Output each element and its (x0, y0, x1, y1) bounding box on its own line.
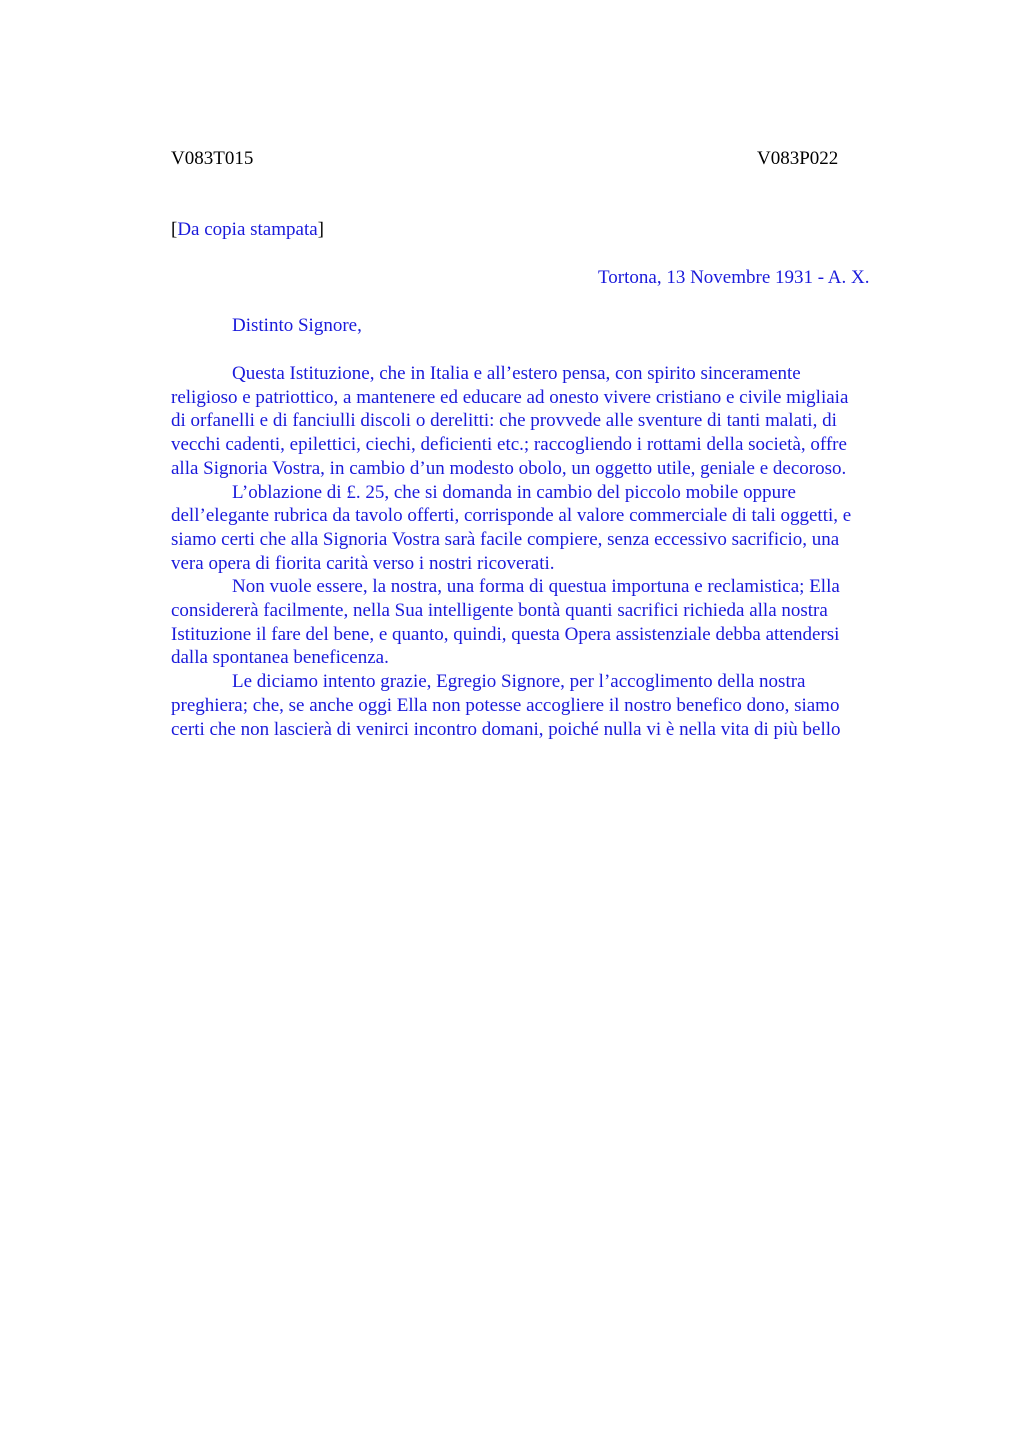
paragraph-line: religioso e patriottico, a mantenere ed educare ad onesto vivere cristiano e civile migliaia (171, 386, 849, 408)
paragraph-line: dalla spontanea beneficenza. (171, 647, 389, 669)
paragraph-line: Le diciamo intento grazie, Egregio Signore, per l’accoglimento della nostra (232, 671, 806, 693)
paragraph-line: certi che non lascierà di venirci incontro domani, poiché nulla vi è nella vita di più bello (171, 718, 841, 740)
source-note-close-bracket: ] (317, 219, 324, 240)
letter-salutation: Distinto Signore, (232, 315, 362, 336)
paragraph-line: considererà facilmente, nella Sua intelligente bontà quanti sacrifici richieda alla nostra (171, 600, 828, 622)
letter-body (171, 362, 916, 741)
paragraph-line: alla Signoria Vostra, in cambio d’un modesto obolo, un oggetto utile, geniale e decoroso. (171, 457, 847, 479)
document-code-right: V083P022 (757, 148, 839, 169)
paragraph-line: siamo certi che alla Signoria Vostra sarà facile compiere, senza eccessivo sacrificio, una (171, 528, 840, 550)
paragraph-line: Questa Istituzione, che in Italia e all’estero pensa, con spirito sinceramente (232, 363, 801, 384)
source-note-text: Da copia stampata (177, 219, 318, 240)
source-note (171, 218, 324, 242)
letter-date: Tortona, 13 Novembre 1931 - A. X. (598, 267, 870, 288)
paragraph-line: di orfanelli e di fanciulli discoli o derelitti: che provvede alle sventure di tanti malati, di (171, 410, 837, 432)
paragraph-line: L’oblazione di £. 25, che si domanda in cambio del piccolo mobile oppure (232, 481, 796, 503)
paragraph-line: vecchi cadenti, epilettici, ciechi, deficienti etc.; raccogliendo i rottami della società, offre (171, 434, 847, 456)
paragraph-line: vera opera di fiorita carità verso i nostri ricoverati. (171, 552, 555, 574)
source-note-open-bracket: [ (171, 219, 178, 240)
paragraph-line: dell’elegante rubrica da tavolo offerti, corrisponde al valore commerciale di tali oggetti, e (171, 505, 852, 527)
paragraph-line: Istituzione il fare del bene, e quanto, quindi, questa Opera assistenziale debba attendersi (171, 623, 840, 645)
paragraph-line: preghiera; che, se anche oggi Ella non potesse accogliere il nostro benefico dono, siamo (171, 694, 840, 716)
paragraph-line: Non vuole essere, la nostra, una forma di questua importuna e reclamistica; Ella (232, 576, 840, 598)
document-code-left: V083T015 (171, 148, 254, 169)
